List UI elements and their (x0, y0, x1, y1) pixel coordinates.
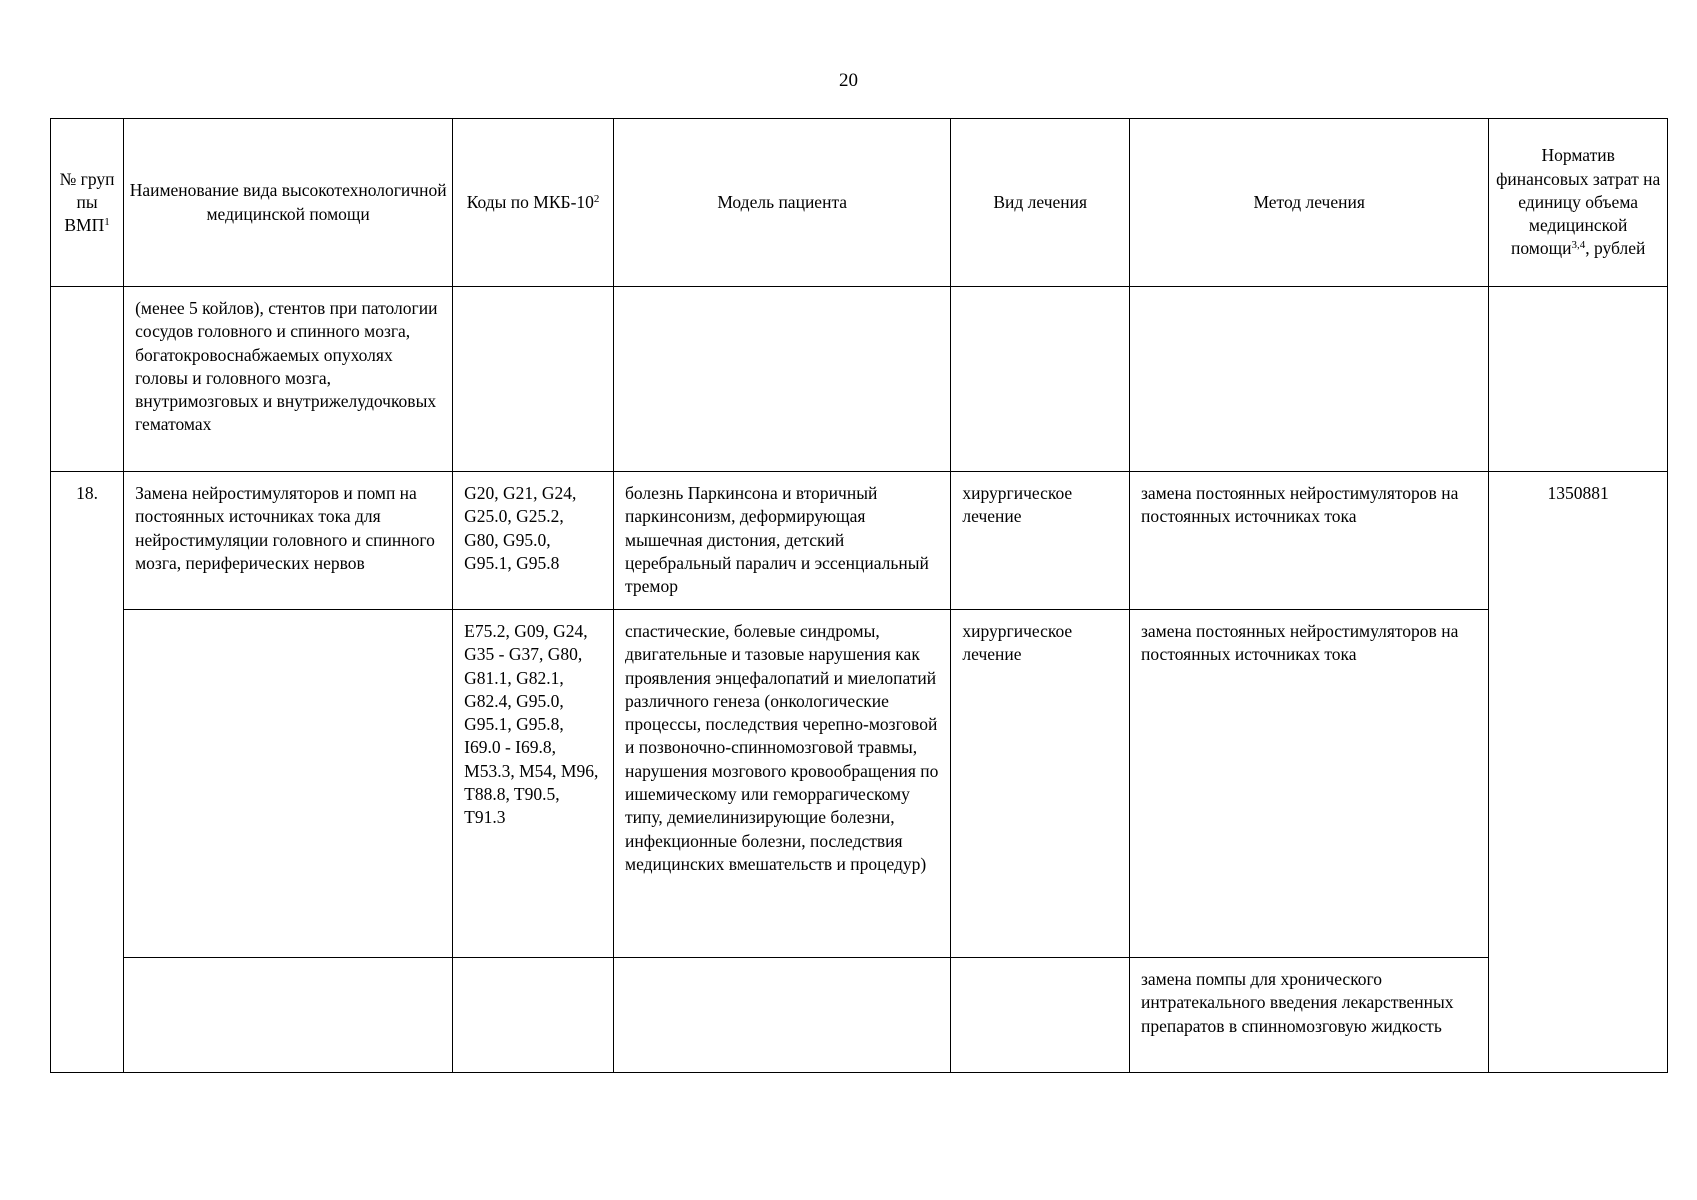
cell-codes: E75.2, G09, G24, G35 - G37, G80, G81.1, G82.1, G82.4, G95.0, G95.1, G95.8, I69.0 - I69.8, M53.3, M54, M96, T88.8, T90.5, T91.3 (453, 610, 614, 958)
cell-codes: G20, G21, G24, G25.0, G25.2, G80, G95.0, G95.1, G95.8 (453, 472, 614, 610)
cell-type (951, 287, 1130, 472)
header-patient-model: Модель пациента (614, 119, 951, 287)
cell-model (614, 958, 951, 1073)
cell-type: хирургическое лечение (951, 472, 1130, 610)
cell-num: 18. (51, 472, 124, 1073)
cell-codes (453, 287, 614, 472)
cell-type: хирургическое лечение (951, 610, 1130, 958)
header-icd-codes: Коды по МКБ-$10^2$ (453, 119, 614, 287)
header-group-number: № груп пы ВМП$^1$ (51, 119, 124, 287)
cell-method: замена помпы для хронического интратекального введения лекарственных препаратов в спинномозговую жидкость (1130, 958, 1489, 1073)
cell-name: (менее 5 койлов), стентов при патологии сосудов головного и спинного мозга, богатокровоснабжаемых опухолях головы и головного мозга, внутримозговых и внутрижелудочковых гематомах (124, 287, 453, 472)
cell-method (1130, 287, 1489, 472)
cell-model: болезнь Паркинсона и вторичный паркинсонизм, деформирующая мышечная дистония, детский церебральный паралич и эссенциальный тремор (614, 472, 951, 610)
cell-codes (453, 958, 614, 1073)
vmp-table (50, 118, 1668, 1073)
cell-name (124, 610, 453, 958)
table-header-row (51, 119, 1668, 287)
cell-norm (1489, 287, 1668, 472)
cell-model (614, 287, 951, 472)
cell-norm: 1350881 (1489, 472, 1668, 1073)
table-row (51, 287, 1668, 472)
header-cost-norm: Норматив финансовых затрат на единицу объема медицинской помощи$^{3,4}$, рублей (1489, 119, 1668, 287)
table-row (51, 472, 1668, 610)
table-row (51, 958, 1668, 1073)
table-row (51, 610, 1668, 958)
cell-method: замена постоянных нейростимуляторов на постоянных источниках тока (1130, 610, 1489, 958)
header-treatment-method: Метод лечения (1130, 119, 1489, 287)
cell-num (51, 287, 124, 472)
cell-method: замена постоянных нейростимуляторов на постоянных источниках тока (1130, 472, 1489, 610)
cell-type (951, 958, 1130, 1073)
header-treatment-type: Вид лечения (951, 119, 1130, 287)
page-number: 20 (839, 70, 858, 91)
header-care-type-name: Наименование вида высокотехнологичной медицинской помощи (124, 119, 453, 287)
cell-model: спастические, болевые синдромы, двигательные и тазовые нарушения как проявления энцефалопатий и миелопатий различного генеза (онкологические процессы, последствия черепно-мозговой и позвоночно-спинномозговой травмы, нарушения мозгового кровообращения по ишемическому или геморрагическому типу, демиелинизирующие болезни, инфекционные болезни, последствия медицинских вмешательств и процедур) (614, 610, 951, 958)
cell-name: Замена нейростимуляторов и помп на постоянных источниках тока для нейростимуляции головного и спинного мозга, периферических нервов (124, 472, 453, 610)
cell-name (124, 958, 453, 1073)
